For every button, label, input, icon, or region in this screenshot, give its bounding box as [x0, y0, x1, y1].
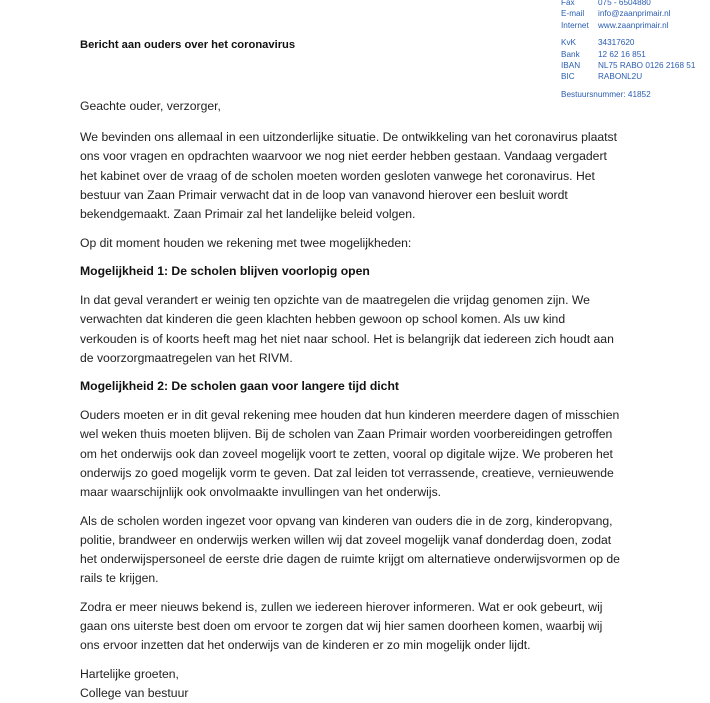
internet-label: Internet: [561, 20, 589, 30]
paragraph-news: Zodra er meer nieuws bekend is, zullen we iedereen hierover informeren. Wat er ook gebeurt, wij gaan ons uiterste best doen om ervoor te zorgen dat wij hier samen doorheen komen, waarbij wij ons ervoor inzetten dat het onderwijs van de kinderen er zo min mogelijk onder lijdt.: [80, 599, 603, 653]
iban-row: [561, 60, 695, 71]
paragraph-intro: We bevinden ons allemaal in een uitzonderlijke situatie. De ontwikkeling van het coronavirus plaatst ons voor vragen en opdrachten waarvoor we nog niet eerder hebben gestaan. Vandaag vergadert het kabinet over de vraag of de scholen moeten worden gesloten vanwege het coronavirus. Het bestuur van Zaan Primair verwacht dat in de loop van vanavond hierover een besluit wordt bekendgemaakt. Zaan Primair zal het landelijke beleid volgen.: [80, 130, 618, 222]
bank-value: 12 62 16 851: [598, 49, 646, 59]
contact-block: [561, 0, 695, 100]
paragraph-options: Op dit moment houden we rekening met twee mogelijkheden:: [80, 235, 412, 250]
bic-row: [561, 71, 695, 82]
greeting: Geachte ouder, verzorger,: [80, 99, 221, 113]
heading-option-2: Mogelijkheid 2: De scholen gaan voor langere tijd dicht: [80, 379, 399, 394]
kvk-row: [561, 37, 695, 48]
fax-label: Fax: [561, 0, 575, 7]
bic-label: BIC: [561, 72, 575, 82]
letter-subject: Bericht aan ouders over het coronavirus: [80, 39, 296, 51]
paragraph-option-2: Ouders moeten er in dit geval rekening mee houden dat hun kinderen meerdere dagen of misschien wel weken thuis moeten blijven. Bij de scholen van Zaan Primair worden voorbereidingen getroffen om het onderwijs ook dan zoveel mogelijk voort te zetten, vooral op digitale wijze. We proberen het onderwijs zo goed mogelijk vorm te geven. Dat zal leiden tot verrassende, creatieve, vernieuwende maar waarschijnlijk ook onvolmaakte invullingen van het onderwijs.: [80, 408, 620, 499]
paragraph-childcare: Als de scholen worden ingezet voor opvang van kinderen van ouders die in de zorg, kinderopvang, politie, brandweer en onderwijs werken willen wij dat zoveel mogelijk vanaf donderdag doen, zodat het onderwijspersoneel de eerste drie dagen de ruimte krijgt om alternatieve onderwijsvormen op de rails te krijgen.: [80, 513, 620, 586]
signature: College van bestuur: [80, 686, 189, 701]
bank-label: Bank: [561, 49, 580, 59]
website-link[interactable]: www.zaanprimair.nl: [598, 20, 669, 30]
bank-row: [561, 49, 695, 60]
fax-value: 075 - 6504880: [598, 0, 651, 7]
email-label: E-mail: [561, 9, 585, 19]
iban-value: NL75 RABO 0126 2168 51: [598, 61, 696, 71]
closing-greeting: Hartelijke groeten,: [80, 667, 179, 682]
bestuursnummer: Bestuursnummer: 41852: [561, 89, 651, 99]
fax-row: [561, 0, 695, 8]
bic-value: RABONL2U: [598, 72, 643, 82]
heading-option-1: Mogelijkheid 1: De scholen blijven voorlopig open: [80, 264, 370, 279]
kvk-label: KvK: [561, 38, 577, 48]
letter-body: [80, 97, 625, 703]
paragraph-option-1: In dat geval verandert er weinig ten opzichte van de maatregelen die vrijdag genomen zijn. We verwachten dat kinderen die geen klachten hebben gewoon op school komen. Als uw kind verkouden is of koorts heeft mag het niet naar school. Het is belangrijk dat iedereen zich houdt aan de voorzorgmaatregelen van het RIVM.: [80, 293, 614, 365]
email-link[interactable]: info@zaanprimair.nl: [598, 9, 671, 19]
iban-label: IBAN: [561, 61, 581, 71]
email-row: [561, 8, 695, 19]
internet-row: [561, 20, 695, 31]
kvk-value: 34317620: [598, 38, 635, 48]
